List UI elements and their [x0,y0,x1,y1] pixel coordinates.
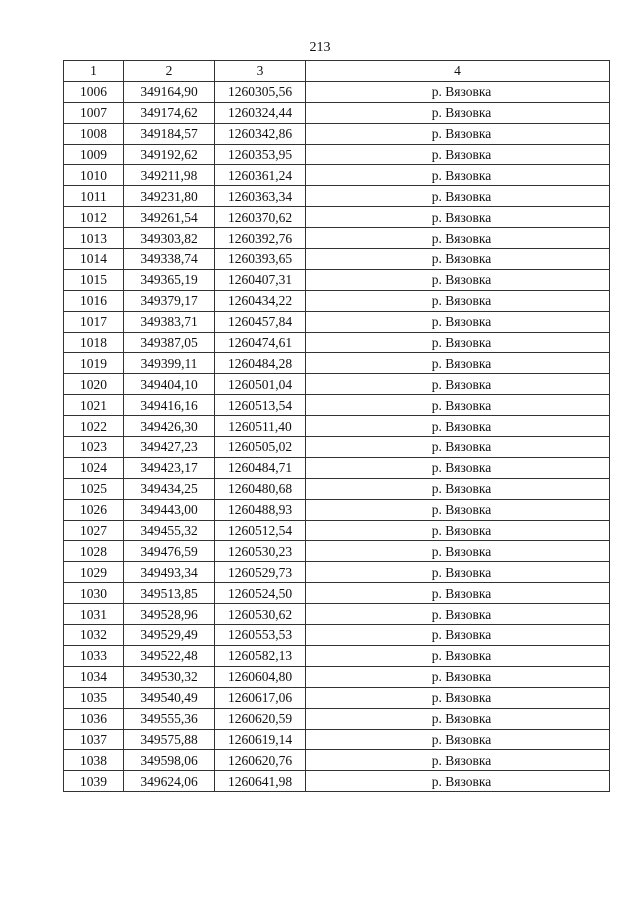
description-text: р. Вязовка [431,481,492,497]
point-number-cell: 1028 [64,541,124,562]
description-text: р. Вязовка [431,105,492,121]
point-number-cell: 1015 [64,269,124,290]
point-number-cell: 1010 [64,165,124,186]
x-coordinate-cell: 349211,98 [124,165,215,186]
point-number-cell: 1006 [64,81,124,102]
table-body [64,81,610,791]
description-cell [306,457,610,478]
y-coordinate-cell: 1260393,65 [215,249,306,270]
column-header-4: 4 [306,61,610,82]
description-cell [306,750,610,771]
table-row [64,311,610,332]
y-coordinate-cell: 1260480,68 [215,478,306,499]
y-coordinate-cell: 1260474,61 [215,332,306,353]
description-text: р. Вязовка [431,167,492,183]
description-text: р. Вязовка [431,355,492,371]
x-coordinate-cell: 349443,00 [124,499,215,520]
description-text: р. Вязовка [431,731,492,747]
y-coordinate-cell: 1260617,06 [215,687,306,708]
description-cell [306,562,610,583]
table-row [64,416,610,437]
description-text: р. Вязовка [431,564,492,580]
description-text: р. Вязовка [431,627,492,643]
table-row [64,81,610,102]
description-text: р. Вязовка [431,84,492,100]
description-text: р. Вязовка [431,773,492,789]
description-cell [306,520,610,541]
description-cell [306,395,610,416]
column-header-1: 1 [64,61,124,82]
point-number-cell: 1026 [64,499,124,520]
table-row [64,708,610,729]
description-text: р. Вязовка [431,209,492,225]
y-coordinate-cell: 1260619,14 [215,729,306,750]
description-cell [306,207,610,228]
x-coordinate-cell: 349404,10 [124,374,215,395]
x-coordinate-cell: 349184,57 [124,123,215,144]
y-coordinate-cell: 1260434,22 [215,290,306,311]
table-row [64,228,610,249]
x-coordinate-cell: 349575,88 [124,729,215,750]
description-text: р. Вязовка [431,397,492,413]
table-row [64,186,610,207]
x-coordinate-cell: 349261,54 [124,207,215,228]
description-text: р. Вязовка [431,523,492,539]
description-cell [306,81,610,102]
description-cell [306,353,610,374]
x-coordinate-cell: 349399,11 [124,353,215,374]
description-cell [306,437,610,458]
table-row [64,353,610,374]
y-coordinate-cell: 1260392,76 [215,228,306,249]
x-coordinate-cell: 349365,19 [124,269,215,290]
y-coordinate-cell: 1260620,59 [215,708,306,729]
column-header-3: 3 [215,61,306,82]
description-cell [306,478,610,499]
x-coordinate-cell: 349383,71 [124,311,215,332]
point-number-cell: 1031 [64,604,124,625]
x-coordinate-cell: 349423,17 [124,457,215,478]
point-number-cell: 1024 [64,457,124,478]
x-coordinate-cell: 349303,82 [124,228,215,249]
description-cell [306,541,610,562]
description-text: р. Вязовка [431,126,492,142]
y-coordinate-cell: 1260505,02 [215,437,306,458]
description-text: р. Вязовка [431,293,492,309]
description-text: р. Вязовка [431,585,492,601]
description-text: р. Вязовка [431,606,492,622]
description-cell [306,102,610,123]
table-row [64,666,610,687]
table-row [64,395,610,416]
description-text: р. Вязовка [431,669,492,685]
x-coordinate-cell: 349624,06 [124,771,215,792]
y-coordinate-cell: 1260361,24 [215,165,306,186]
description-cell [306,374,610,395]
y-coordinate-cell: 1260305,56 [215,81,306,102]
description-cell [306,186,610,207]
point-number-cell: 1023 [64,437,124,458]
description-text: р. Вязовка [431,188,492,204]
table-row [64,562,610,583]
table-row [64,457,610,478]
description-text: р. Вязовка [431,251,492,267]
description-cell [306,228,610,249]
coordinates-table [63,60,610,792]
point-number-cell: 1029 [64,562,124,583]
point-number-cell: 1039 [64,771,124,792]
table-row [64,437,610,458]
table-row [64,771,610,792]
description-text: р. Вязовка [431,502,492,518]
description-text: р. Вязовка [431,439,492,455]
description-cell [306,290,610,311]
point-number-cell: 1032 [64,625,124,646]
description-cell [306,144,610,165]
description-text: р. Вязовка [431,376,492,392]
table-header-row [64,61,610,82]
description-cell [306,249,610,270]
x-coordinate-cell: 349528,96 [124,604,215,625]
point-number-cell: 1016 [64,290,124,311]
x-coordinate-cell: 349476,59 [124,541,215,562]
table-row [64,687,610,708]
point-number-cell: 1009 [64,144,124,165]
table-row [64,102,610,123]
y-coordinate-cell: 1260484,71 [215,457,306,478]
description-cell [306,687,610,708]
table-row [64,478,610,499]
point-number-cell: 1035 [64,687,124,708]
table-row [64,541,610,562]
y-coordinate-cell: 1260641,98 [215,771,306,792]
x-coordinate-cell: 349434,25 [124,478,215,499]
x-coordinate-cell: 349529,49 [124,625,215,646]
description-text: р. Вязовка [431,272,492,288]
point-number-cell: 1034 [64,666,124,687]
description-text: р. Вязовка [431,335,492,351]
description-text: р. Вязовка [431,147,492,162]
x-coordinate-cell: 349513,85 [124,583,215,604]
point-number-cell: 1020 [64,374,124,395]
y-coordinate-cell: 1260512,54 [215,520,306,541]
y-coordinate-cell: 1260363,34 [215,186,306,207]
point-number-cell: 1027 [64,520,124,541]
description-text: р. Вязовка [431,230,492,246]
table-row [64,729,610,750]
y-coordinate-cell: 1260370,62 [215,207,306,228]
y-coordinate-cell: 1260553,53 [215,625,306,646]
y-coordinate-cell: 1260457,84 [215,311,306,332]
description-cell [306,625,610,646]
description-text: р. Вязовка [431,711,492,727]
column-header-2: 2 [124,61,215,82]
description-cell [306,604,610,625]
x-coordinate-cell: 349416,16 [124,395,215,416]
x-coordinate-cell: 349530,32 [124,666,215,687]
table-row [64,332,610,353]
y-coordinate-cell: 1260524,50 [215,583,306,604]
table-row [64,123,610,144]
description-text: р. Вязовка [431,543,492,559]
point-number-cell: 1022 [64,416,124,437]
table-row [64,144,610,165]
description-cell [306,771,610,792]
x-coordinate-cell: 349455,32 [124,520,215,541]
description-text: р. Вязовка [431,418,492,434]
description-cell [306,708,610,729]
table-row [64,165,610,186]
table-row [64,374,610,395]
x-coordinate-cell: 349379,17 [124,290,215,311]
description-text: р. Вязовка [431,314,492,330]
description-cell [306,729,610,750]
description-cell [306,666,610,687]
point-number-cell: 1037 [64,729,124,750]
point-number-cell: 1036 [64,708,124,729]
y-coordinate-cell: 1260530,62 [215,604,306,625]
x-coordinate-cell: 349338,74 [124,249,215,270]
point-number-cell: 1007 [64,102,124,123]
description-cell [306,165,610,186]
description-cell [306,583,610,604]
table-row [64,499,610,520]
description-cell [306,311,610,332]
point-number-cell: 1013 [64,228,124,249]
description-cell [306,332,610,353]
y-coordinate-cell: 1260513,54 [215,395,306,416]
y-coordinate-cell: 1260529,73 [215,562,306,583]
point-number-cell: 1021 [64,395,124,416]
point-number-cell: 1033 [64,645,124,666]
x-coordinate-cell: 349493,34 [124,562,215,583]
point-number-cell: 1018 [64,332,124,353]
x-coordinate-cell: 349387,05 [124,332,215,353]
point-number-cell: 1019 [64,353,124,374]
table-row [64,249,610,270]
description-text: р. Вязовка [431,752,492,768]
x-coordinate-cell: 349555,36 [124,708,215,729]
table-row [64,625,610,646]
table-row [64,645,610,666]
x-coordinate-cell: 349164,90 [124,81,215,102]
point-number-cell: 1014 [64,249,124,270]
description-cell [306,499,610,520]
y-coordinate-cell: 1260342,86 [215,123,306,144]
y-coordinate-cell: 1260324,44 [215,102,306,123]
table-row [64,290,610,311]
x-coordinate-cell: 349598,06 [124,750,215,771]
description-text: р. Вязовка [431,648,492,664]
y-coordinate-cell: 1260620,76 [215,750,306,771]
x-coordinate-cell: 349426,30 [124,416,215,437]
x-coordinate-cell: 349192,62 [124,144,215,165]
y-coordinate-cell: 1260530,23 [215,541,306,562]
x-coordinate-cell: 349427,23 [124,437,215,458]
point-number-cell: 1017 [64,311,124,332]
description-cell [306,123,610,144]
x-coordinate-cell: 349231,80 [124,186,215,207]
y-coordinate-cell: 1260407,31 [215,269,306,290]
description-cell [306,269,610,290]
page-number: 213 [309,40,331,55]
description-cell [306,416,610,437]
y-coordinate-cell: 1260511,40 [215,416,306,437]
y-coordinate-cell: 1260488,93 [215,499,306,520]
y-coordinate-cell: 1260604,80 [215,666,306,687]
point-number-cell: 1038 [64,750,124,771]
point-number-cell: 1012 [64,207,124,228]
table-row [64,604,610,625]
table-row [64,583,610,604]
table-row [64,269,610,290]
table-row [64,520,610,541]
y-coordinate-cell: 1260582,13 [215,645,306,666]
table-row [64,207,610,228]
description-text: р. Вязовка [431,460,492,476]
y-coordinate-cell: 1260484,28 [215,353,306,374]
x-coordinate-cell: 349174,62 [124,102,215,123]
table-row [64,750,610,771]
y-coordinate-cell: 1260501,04 [215,374,306,395]
description-cell [306,645,610,666]
x-coordinate-cell: 349540,49 [124,687,215,708]
description-text: р. Вязовка [431,690,492,706]
point-number-cell: 1011 [64,186,124,207]
y-coordinate-cell: 1260353,95 [215,144,306,165]
point-number-cell: 1008 [64,123,124,144]
x-coordinate-cell: 349522,48 [124,645,215,666]
point-number-cell: 1025 [64,478,124,499]
point-number-cell: 1030 [64,583,124,604]
